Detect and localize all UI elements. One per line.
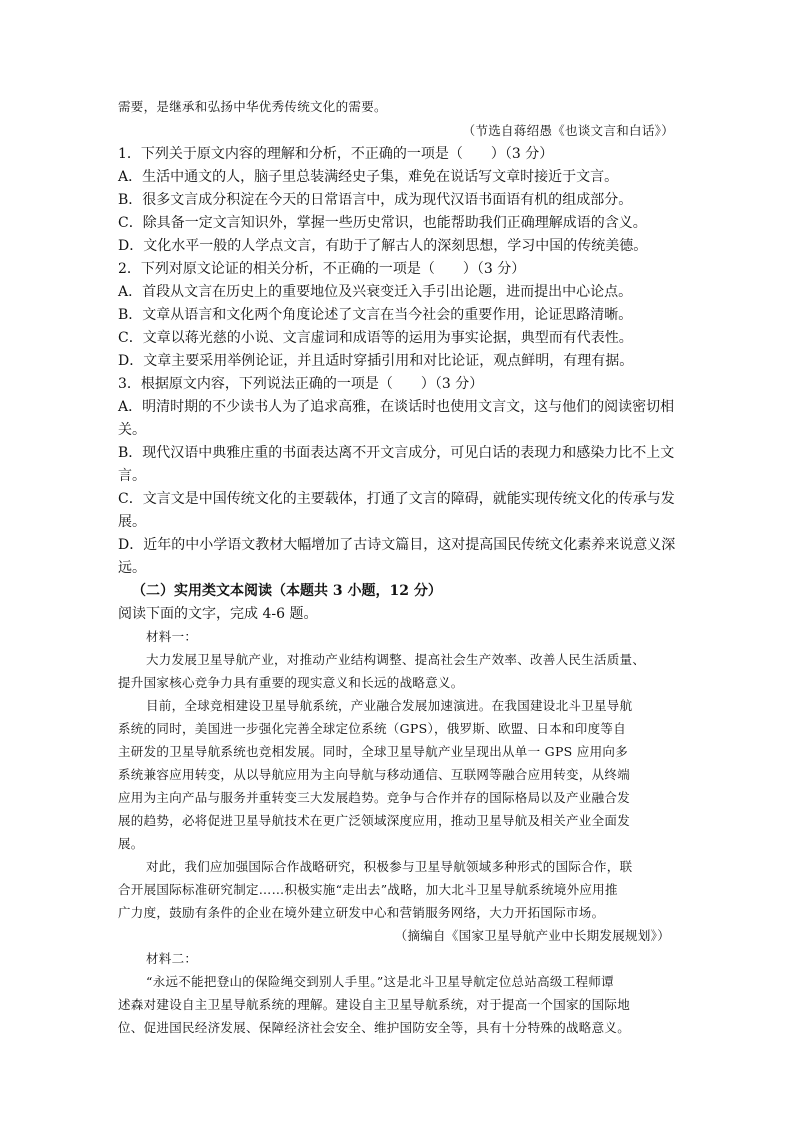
material-1-line: 展。 bbox=[118, 836, 144, 851]
question-3-option-c: C．文言文是中国传统文化的主要载体，打通了文言的障碍，就能实现传统文化的传承与发 bbox=[118, 491, 675, 507]
material-1-source: （摘编自《国家卫星导航产业中长期发展规划》） bbox=[394, 928, 670, 943]
question-3-option-d: D．近年的中小学语文教材大幅增加了古诗文篇目，这对提高国民传统文化素养来说意义深 bbox=[118, 537, 676, 553]
material-1-line: 提升国家核心竞争力具有重要的现实意义和长远的战略意义。 bbox=[118, 675, 464, 690]
question-3-option-b-cont: 言。 bbox=[118, 468, 146, 484]
question-3-stem: 3．根据原文内容，下列说法正确的一项是（ ）（3 分） bbox=[118, 376, 484, 392]
question-3-option-a: A．明清时期的不少读书人为了追求高雅，在谈话时也使用文言文，这与他们的阅读密切相 bbox=[118, 399, 675, 415]
question-3-option-a-cont: 关。 bbox=[118, 422, 146, 438]
material-1-line: 应用为主向产品与服务并重转变三大发展趋势。竞争与合作并存的国际格局以及产业融合发 bbox=[118, 790, 631, 805]
material-2-line: 述森对建设自主卫星导航系统的理解。建设自主卫星导航系统，对于提高一个国家的国际地 bbox=[118, 997, 631, 1012]
material-1-line: 合开展国际标准研究制定……积极实施“走出去”战略，加大北斗卫星导航系统境外应用推 bbox=[118, 882, 618, 897]
material-2-line: 位、促进国民经济发展、保障经济社会安全、维护国防安全等，具有十分特殊的战略意义。 bbox=[118, 1020, 631, 1035]
question-2-option-a: A．首段从文言在历史上的重要地位及兴衰变迁入手引出论题，进而提出中心论点。 bbox=[118, 284, 633, 300]
question-3-option-d-cont: 远。 bbox=[118, 560, 146, 576]
material-1-line: 目前，全球竞相建设卫星导航系统，产业融合发展加速演进。在我国建设北斗卫星导航 bbox=[146, 698, 633, 713]
question-3-option-b: B．现代汉语中典雅庄重的书面表达离不开文言成分，可见白话的表现力和感染力比不上文 bbox=[118, 445, 675, 461]
question-1-stem: 1．下列关于原文内容的理解和分析，不正确的一项是（ ）（3 分） bbox=[118, 146, 554, 162]
section-heading: （二）实用类文本阅读（本题共 3 小题，12 分） bbox=[132, 583, 442, 599]
question-3-option-c-cont: 展。 bbox=[118, 514, 146, 530]
material-1-line: 系统兼容应用转变，从以导航应用为主向导航与移动通信、互联网等融合应用转变，从终端 bbox=[118, 767, 631, 782]
material-1-line: 主研发的卫星导航系统也竞相发展。同时，全球卫星导航产业呈现出从单一 GPS 应用向多 bbox=[118, 744, 629, 759]
question-2-stem: 2．下列对原文论证的相关分析，不正确的一项是（ ）（3 分） bbox=[118, 261, 526, 277]
question-1-option-d: D．文化水平一般的人学点文言，有助于了解古人的深刻思想，学习中国的传统美德。 bbox=[118, 238, 648, 254]
material-1-label: 材料一： bbox=[146, 629, 198, 644]
material-1-line: 对此，我们应加强国际合作战略研究，积极参与卫星导航领域多种形式的国际合作，联 bbox=[146, 859, 633, 874]
question-2-option-d: D．文章主要采用举例论证，并且适时穿插引用和对比论证，观点鲜明，有理有据。 bbox=[118, 353, 634, 369]
material-2-line: “永远不能把登山的保险绳交到别人手里。”这是北斗卫星导航定位总站高级工程师谭 bbox=[146, 974, 614, 989]
material-1-line: 广力度，鼓励有条件的企业在境外建立研发中心和营销服务网络，大力开拓国际市场。 bbox=[118, 905, 605, 920]
material-1-line: 系统的同时，美国进一步强化完善全球定位系统（GPS），俄罗斯、欧盟、日本和印度等自 bbox=[118, 721, 627, 736]
question-1-option-c: C．除具备一定文言知识外，掌握一些历史常识，也能帮助我们正确理解成语的含义。 bbox=[118, 215, 647, 231]
material-1-line: 大力发展卫星导航产业，对推动产业结构调整、提高社会生产效率、改善人民生活质量、 bbox=[146, 652, 646, 667]
question-2-option-c: C．文章以蒋光慈的小说、文言虚词和成语等的运用为事实论据，典型而有代表性。 bbox=[118, 330, 633, 346]
question-2-option-b: B．文章从语言和文化两个角度论述了文言在当今社会的重要作用，论证思路清晰。 bbox=[118, 307, 633, 323]
passage-line: 需要，是继承和弘扬中华优秀传统文化的需要。 bbox=[118, 99, 387, 114]
material-2-label: 材料二： bbox=[146, 951, 198, 966]
source-citation: （节选自蒋绍愚《也谈文言和白话》） bbox=[462, 123, 674, 138]
question-1-option-a: A．生活中通文的人，脑子里总装满经史子集，难免在说话写文章时接近于文言。 bbox=[118, 169, 619, 185]
question-1-option-b: B．很多文言成分积淀在今天的日常语言中，成为现代汉语书面语有机的组成部分。 bbox=[118, 192, 633, 208]
material-1-line: 展的趋势，必将促进卫星导航技术在更广泛领域深度应用，推动卫星导航及相关产业全面发 bbox=[118, 813, 631, 828]
instruction: 阅读下面的文字，完成 4-6 题。 bbox=[118, 606, 318, 622]
